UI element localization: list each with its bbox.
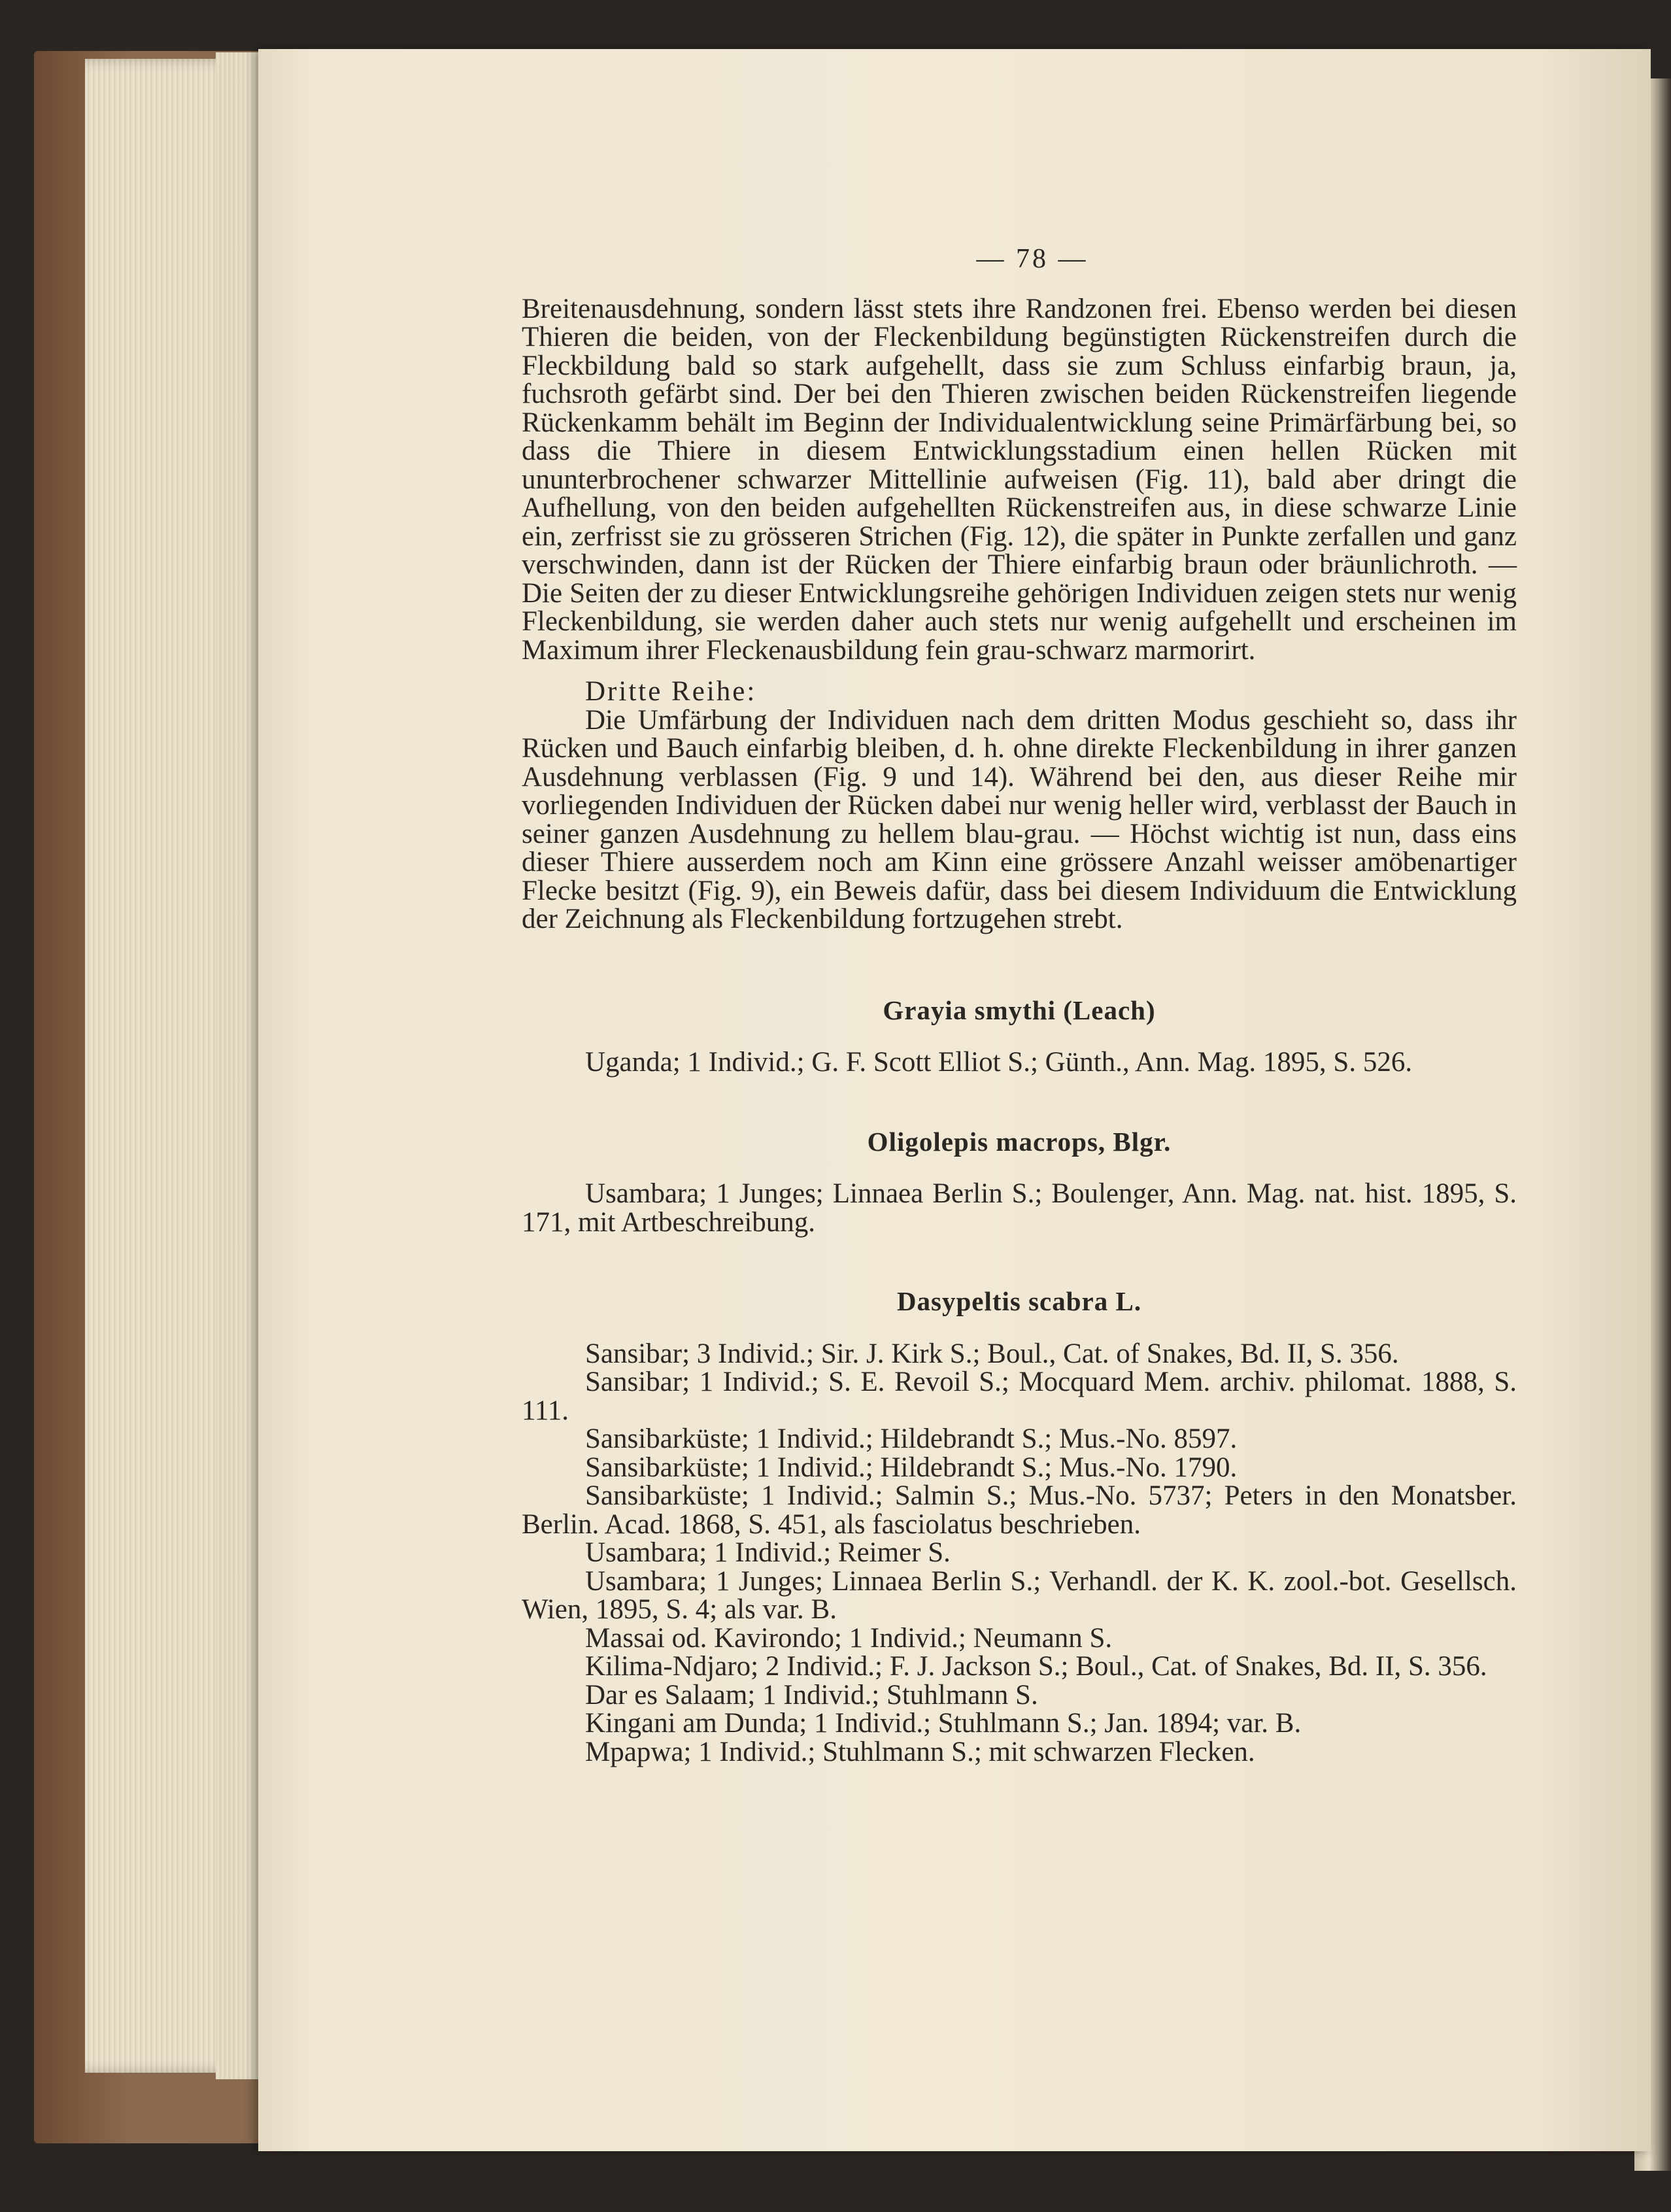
- series-heading: Dritte Reihe:: [585, 676, 757, 707]
- record-entry: Sansibar; 1 Individ.; S. E. Revoil S.; Mocquard Mem. archiv. philomat. 1888, S. 111.: [522, 1367, 1517, 1426]
- record-entry: Sansibar; 3 Individ.; Sir. J. Kirk S.; Boul., Cat. of Snakes, Bd. II, S. 356.: [585, 1338, 1399, 1369]
- record-entry: Mpapwa; 1 Individ.; Stuhlmann S.; mit schwarzen Flecken.: [585, 1736, 1255, 1767]
- species-heading: Dasypeltis scabra L.: [896, 1286, 1142, 1316]
- record-entry: Sansibarküste; 1 Individ.; Salmin S.; Mus.-No. 5737; Peters in den Monatsber. Berlin. Acad. 1868, S. 451, als fasciolatus beschrieben.: [522, 1480, 1517, 1540]
- record-entry: Uganda; 1 Individ.; G. F. Scott Elliot S.; Günth., Ann. Mag. 1895, S. 526.: [585, 1047, 1413, 1078]
- record-entry: Usambara; 1 Individ.; Reimer S.: [585, 1537, 951, 1568]
- intro-paragraph: Breitenausdehnung, sondern lässt stets ihre Randzonen frei. Ebenso werden bei diesen Thieren die beiden, von der Fleckenbildung begünstigten Rückenstreifen durch die Fleckbildung bald so stark aufgehellt, dass sie zum Schluss einfarbig braun, ja, fuchsroth gefärbt sind. Der bei den Thieren zwischen beiden Rückenstreifen liegende Rückenkamm behält im Beginn der Individualentwicklung seine Primärfärbung bei, so dass die Thiere in diesem Entwicklungsstadium einen hellen Rücken mit ununterbrochener schwarzer Mittellinie aufweisen (Fig. 11), bald aber dringt die Aufhellung, von den beiden aufgehellten Rückenstreifen aus, in diese schwarze Linie ein, zerfrisst sie zu grösseren Strichen (Fig. 12), die später in Punkte zerfallen und ganz verschwinden, dann ist der Rücken der Thiere einfarbig braun oder bräunlichroth. — Die Seiten der zu dieser Entwicklungsreihe gehörigen Individuen zeigen stets nur wenig Fleckenbildung, sie werden daher auch stets nur wenig aufgehellt und erscheinen im Maximum ihrer Fleckenausbildung fein grau-schwarz marmorirt.: [522, 293, 1517, 666]
- page-text: [522, 245, 1517, 1766]
- record-entry: Massai od. Kavirondo; 1 Individ.; Neumann S.: [585, 1622, 1113, 1654]
- record-entry: Usambara; 1 Junges; Linnaea Berlin S.; Boulenger, Ann. Mag. nat. hist. 1895, S. 171, mit Artbeschreibung.: [522, 1178, 1517, 1238]
- record-entry: Sansibarküste; 1 Individ.; Hildebrandt S.; Mus.-No. 1790.: [585, 1452, 1238, 1483]
- record-entry: Kilima-Ndjaro; 2 Individ.; F. J. Jackson S.; Boul., Cat. of Snakes, Bd. II, S. 356.: [585, 1651, 1487, 1682]
- record-entry: Kingani am Dunda; 1 Individ.; Stuhlmann S.; Jan. 1894; var. B.: [585, 1708, 1302, 1739]
- record-entry: Usambara; 1 Junges; Linnaea Berlin S.; Verhandl. der K. K. zool.-bot. Gesellsch. Wien, 1895, S. 4; als var. B.: [522, 1565, 1517, 1625]
- record-entry: Dar es Salaam; 1 Individ.; Stuhlmann S.: [585, 1679, 1038, 1710]
- record-entry: Sansibarküste; 1 Individ.; Hildebrandt S.; Mus.-No. 8597.: [585, 1423, 1238, 1454]
- page-number: — 78 —: [976, 244, 1089, 274]
- species-heading: Oligolepis macrops, Blgr.: [867, 1126, 1172, 1157]
- species-heading: Grayia smythi (Leach): [883, 995, 1156, 1025]
- series-paragraph: Die Umfärbung der Individuen nach dem dritten Modus geschieht so, dass ihr Rücken und Bauch einfarbig bleiben, d. h. ohne direkte Fleckenbildung in ihrer ganzen Ausdehnung verblassen (Fig. 9 und 14). Während bei den, aus dieser Reihe mir vorliegenden Individuen der Rücken dabei nur wenig heller wird, verblasst der Bauch in seiner ganzen Ausdehnung zu hellem blau-grau. — Höchst wichtig ist nun, dass eins dieser Thiere ausserdem noch am Kinn eine grössere Anzahl weisser amöbenartiger Flecke besitzt (Fig. 9), ein Beweis dafür, dass bei diesem Individuum die Entwicklung der Zeichnung als Fleckenbildung fortzugehen strebt.: [522, 704, 1517, 934]
